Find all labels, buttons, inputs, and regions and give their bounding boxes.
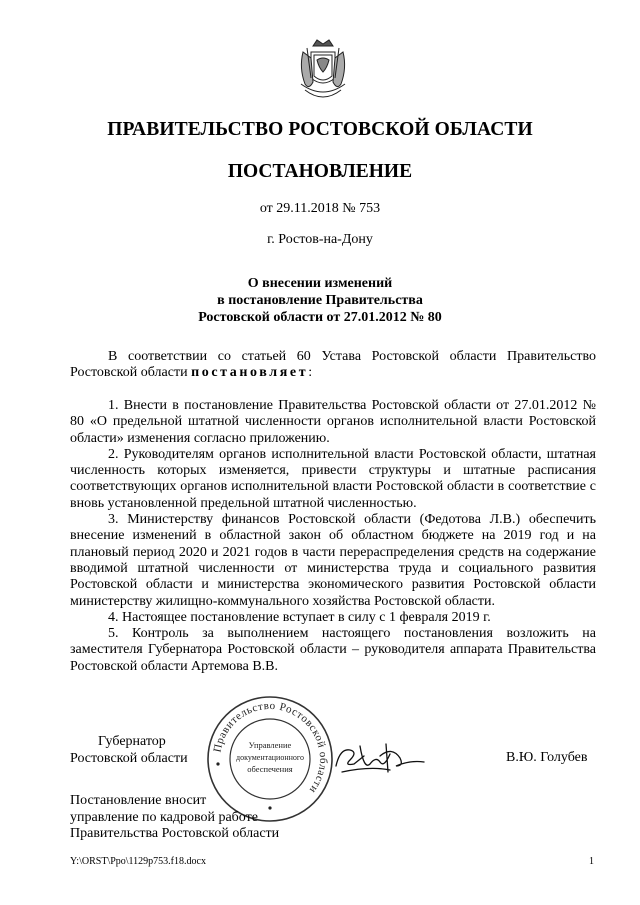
decree-item: 4. Настоящее постановление вступает в силу с 1 февраля 2019 г. [108,609,491,625]
organization-title: ПРАВИТЕЛЬСТВО РОСТОВСКОЙ ОБЛАСТИ [107,119,533,140]
stamp-center-line: Управление [248,740,292,750]
document-subject [0,275,640,326]
decree-item: 1. Внести в постановление Правительства Ростовской области от 27.01.2012 № 80 «О предельной штатной численности органов исполнительной власти Ростовской области» изменения согласно приложению. [70,398,596,446]
signatory-title-line: Ростовской области [70,751,188,766]
intro-text: В соответствии со статьей 60 Устава Ростовской области Правительство Ростовской области [70,349,596,381]
decree-items [70,398,596,675]
signatory-name: В.Ю. Голубев [506,750,588,765]
page-number: 1 [589,856,594,867]
stamp-center-line: документационного [236,753,304,762]
document-city: г. Ростов-на-Дону [267,232,373,247]
handwritten-signature [330,736,430,780]
submitted-line: Правительства Ростовской области [70,826,280,841]
document-type: ПОСТАНОВЛЕНИЕ [227,161,413,182]
subject-line: О внесении изменений [247,276,393,291]
subject-line: в постановление Правительства [217,293,423,308]
document-date-number: от 29.11.2018 № 753 [259,201,381,216]
decree-item: 2. Руководителям органов исполнительной власти Ростовской области, штатная численность которых изменяется, привести структуры и штатные расписания соответствующих органов исполнительной власти Ростовской области в соответствие с вновь установленной предельной штатной численностью. [70,446,596,511]
intro-paragraph [70,349,596,382]
decree-item: 3. Министерству финансов Ростовской области (Федотова Л.В.) обеспечить внесение изменений в областной закон об областном бюджете на 2019 год и на плановый период 2020 и 2021 годов в части перераспределения средств на содержание вводимой штатной численности от министерства труда и социального развития Ростовской области и министерства экономического развития Ростовской области министерству жилищно-коммунального хозяйства Ростовской области. [70,512,596,609]
submitted-by-block [70,793,279,843]
signatory-title [70,733,188,767]
submitted-line: управление по кадровой работе [70,809,258,825]
decree-item: 5. Контроль за выполнением настоящего постановления возложить на заместителя Губернатора Ростовской области – руководителя аппарата Правительства Ростовской области Артемова В.В. [70,626,596,674]
stamp-ring-text: Правительство Ростовской области [211,699,330,796]
footer-file-path: Y:\ORST\Ppo\1129p753.f18.docx [70,856,206,867]
subject-line: Ростовской области от 27.01.2012 № 80 [198,310,442,325]
stamp-center-line: обеспечения [247,764,293,774]
signatory-title-line: Губернатор [98,734,166,749]
submitted-line: Постановление вносит [70,793,207,808]
intro-tail: : [308,365,313,381]
decree-word: постановляет [191,365,309,381]
coat-of-arms-icon [297,38,349,104]
